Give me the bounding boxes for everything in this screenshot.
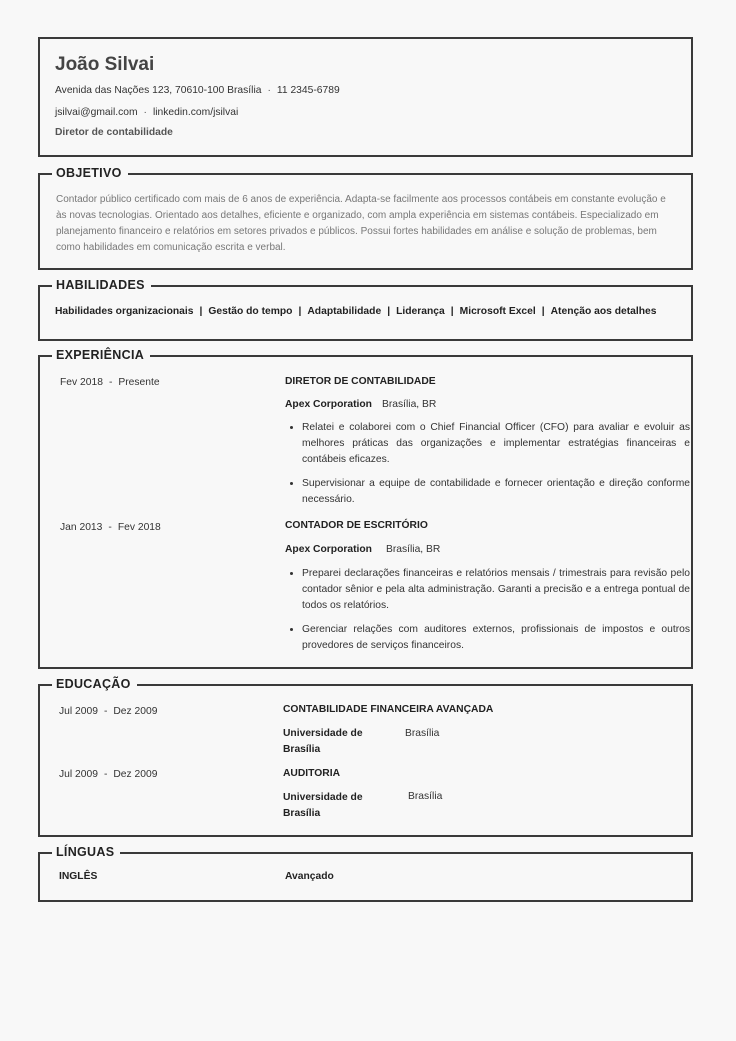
- skill-separator: |: [298, 306, 302, 317]
- skill-separator: |: [450, 306, 454, 317]
- company-name: Apex Corporation: [285, 399, 372, 410]
- school-location: Brasília: [408, 791, 443, 802]
- date-dash: -: [108, 522, 112, 533]
- edu-start: Jul 2009: [59, 706, 98, 717]
- address: Avenida das Nações 123, 70610-100 Brasília: [55, 85, 262, 96]
- job-title: CONTADOR DE ESCRITÓRIO: [285, 520, 428, 531]
- job-company: [285, 544, 440, 555]
- section-title-objective: OBJETIVO: [52, 164, 128, 182]
- skill-item: Atenção aos detalhes: [550, 306, 657, 317]
- job-bullet: • Preparei declarações financeiras e relatórios mensais / trimestrais para revisão pelo contador sênior e pela alta administração. Garanti a precisão e a entrega pontual de todos os relatórios.: [302, 566, 690, 614]
- skill-item: Liderança: [396, 306, 445, 317]
- contact-line-1: [55, 85, 340, 96]
- edu-date: [59, 769, 157, 780]
- job-bullet: • Relatei e colaborei com o Chief Financial Officer (CFO) para avaliar e evoluir as melhores práticas das organizações e implementar estratégias financeiras e contábeis eficazes.: [302, 420, 690, 468]
- skills-section: [38, 278, 693, 341]
- company-location: Brasília, BR: [381, 399, 437, 410]
- job-end: Fev 2018: [117, 522, 161, 533]
- skill-item: Adaptabilidade: [307, 306, 382, 317]
- section-title-languages: LÍNGUAS: [52, 843, 120, 861]
- language-level: Avançado: [285, 871, 334, 882]
- contact-line-2: [55, 107, 238, 118]
- date-dash: -: [103, 769, 108, 780]
- edu-date: [59, 706, 157, 717]
- job-date: [60, 377, 160, 388]
- separator: ·: [267, 85, 271, 96]
- language-name: INGLÊS: [59, 871, 98, 882]
- job-title: DIRETOR DE CONTABILIDADE: [285, 376, 436, 387]
- job-end: Presente: [118, 377, 160, 388]
- company-name: Apex Corporation: [285, 544, 372, 555]
- section-title-experience: EXPERIÊNCIA: [52, 346, 150, 364]
- job-bullets: [288, 566, 690, 662]
- skill-separator: |: [541, 306, 545, 317]
- header-box: [38, 37, 693, 157]
- course-title: CONTABILIDADE FINANCEIRA AVANÇADA: [283, 704, 494, 715]
- skill-separator: |: [199, 306, 203, 317]
- objective-text: Contador público certificado com mais de 6 anos de experiência. Adapta-se facilmente aos processos contábeis em constante evolução e às novas tecnologias. Orientado aos detalhes, eficiente e organizado, com ampla experiência em sistemas contábeis. Especializado em planejamento financeiro e relatórios em setores privados e públicos. Possui fortes habilidades em análise e solução de problemas, bem como habilidades em comunicação escrita e verbal.: [56, 194, 666, 253]
- date-dash: -: [108, 377, 113, 388]
- education-section: [38, 677, 693, 837]
- email-link[interactable]: jsilvai@gmail.com: [55, 107, 138, 118]
- school-name: Universidade de Brasília: [283, 728, 363, 755]
- skill-separator: |: [387, 306, 391, 317]
- section-title-education: EDUCAÇÃO: [52, 675, 137, 693]
- job-bullet: • Gerenciar relações com auditores externos, profissionais de impostos e outros provedores de serviços financeiros.: [302, 622, 690, 654]
- edu-end: Dez 2009: [113, 706, 158, 717]
- section-title-skills: HABILIDADES: [52, 276, 151, 294]
- linkedin-link[interactable]: linkedin.com/jsilvai: [152, 107, 239, 118]
- skills-list: [55, 306, 657, 317]
- job-start: Jan 2013: [60, 522, 103, 533]
- phone: 11 2345-6789: [276, 85, 340, 96]
- school-name: Universidade de Brasília: [283, 792, 363, 819]
- job-role: Diretor de contabilidade: [55, 127, 173, 138]
- date-dash: -: [103, 706, 108, 717]
- course-title: AUDITORIA: [283, 768, 341, 779]
- school-location: Brasília: [405, 728, 440, 739]
- job-bullet: • Supervisionar a equipe de contabilidade e fornecer orientação e direção conforme necessário.: [302, 476, 690, 508]
- job-bullets: [288, 420, 690, 516]
- languages-section: [38, 845, 693, 902]
- skill-item: Microsoft Excel: [459, 306, 536, 317]
- job-start: Fev 2018: [60, 377, 103, 388]
- edu-end: Dez 2009: [113, 769, 158, 780]
- separator: ·: [143, 107, 147, 118]
- job-date: [60, 522, 161, 533]
- skill-item: Habilidades organizacionais: [55, 306, 194, 317]
- candidate-name: João Silvai: [55, 54, 155, 75]
- edu-start: Jul 2009: [59, 769, 98, 780]
- skill-item: Gestão do tempo: [208, 306, 293, 317]
- objective-section: [38, 166, 693, 270]
- experience-section: [38, 348, 693, 669]
- company-location: Brasília, BR: [385, 544, 441, 555]
- job-company: [285, 399, 436, 410]
